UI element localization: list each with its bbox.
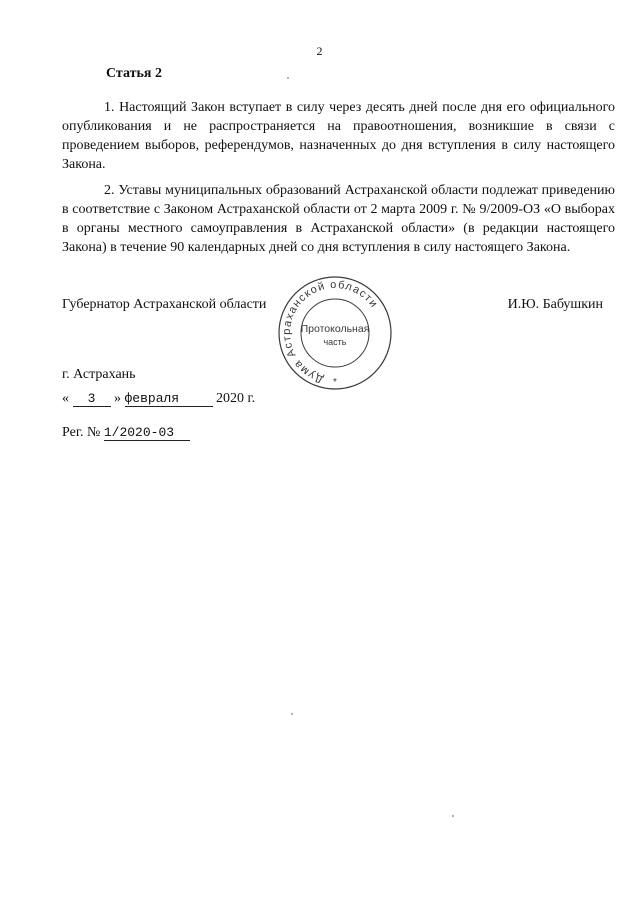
signatory-title: Губернатор Астраханской области [62, 297, 267, 312]
paragraph-1: 1. Настоящий Закон вступает в силу через десять дней после дня его официального опубликования и не распространяется на правоотношения, возникшие в связи с проведением выборов, референдумов, назначенных до дня вступления в силу настоящего Закона. [62, 100, 615, 172]
article-body [62, 98, 615, 264]
date-day: 3 [73, 392, 111, 407]
page-number: 2 [316, 44, 323, 58]
scan-speck [291, 713, 293, 715]
registration-number: 1/2020-03 [104, 426, 190, 441]
scan-speck [287, 77, 289, 79]
official-seal [276, 275, 394, 391]
city: г. Астрахань [62, 367, 136, 382]
seal-center-line1: Протокольная [300, 323, 370, 335]
signing-date [62, 391, 255, 407]
scan-speck [452, 815, 454, 817]
registration-line [62, 425, 190, 441]
seal-star: * [333, 377, 337, 388]
seal-center-line2: часть [323, 337, 347, 347]
date-close-quote: » [114, 391, 121, 406]
article-heading: Статья 2 [106, 66, 162, 81]
date-month: февраля [125, 392, 213, 407]
date-year: 2020 г. [216, 391, 256, 406]
registration-label: Рег. № [62, 425, 101, 440]
seal-ring-text: Дума Астраханской области [280, 278, 381, 386]
date-open-quote: « [62, 391, 69, 406]
paragraph-2: 2. Уставы муниципальных образований Астраханской области подлежат приведению в соответствие с Законом Астраханской области от 2 марта 2009 г. № 9/2009-ОЗ «О выборах в органы местного самоуправления в Астраханской области» (в редакции настоящего Закона) в течение 90 календарных дней со дня вступления в силу настоящего Закона. [62, 183, 615, 255]
signatory-name: И.Ю. Бабушкин [507, 297, 603, 312]
